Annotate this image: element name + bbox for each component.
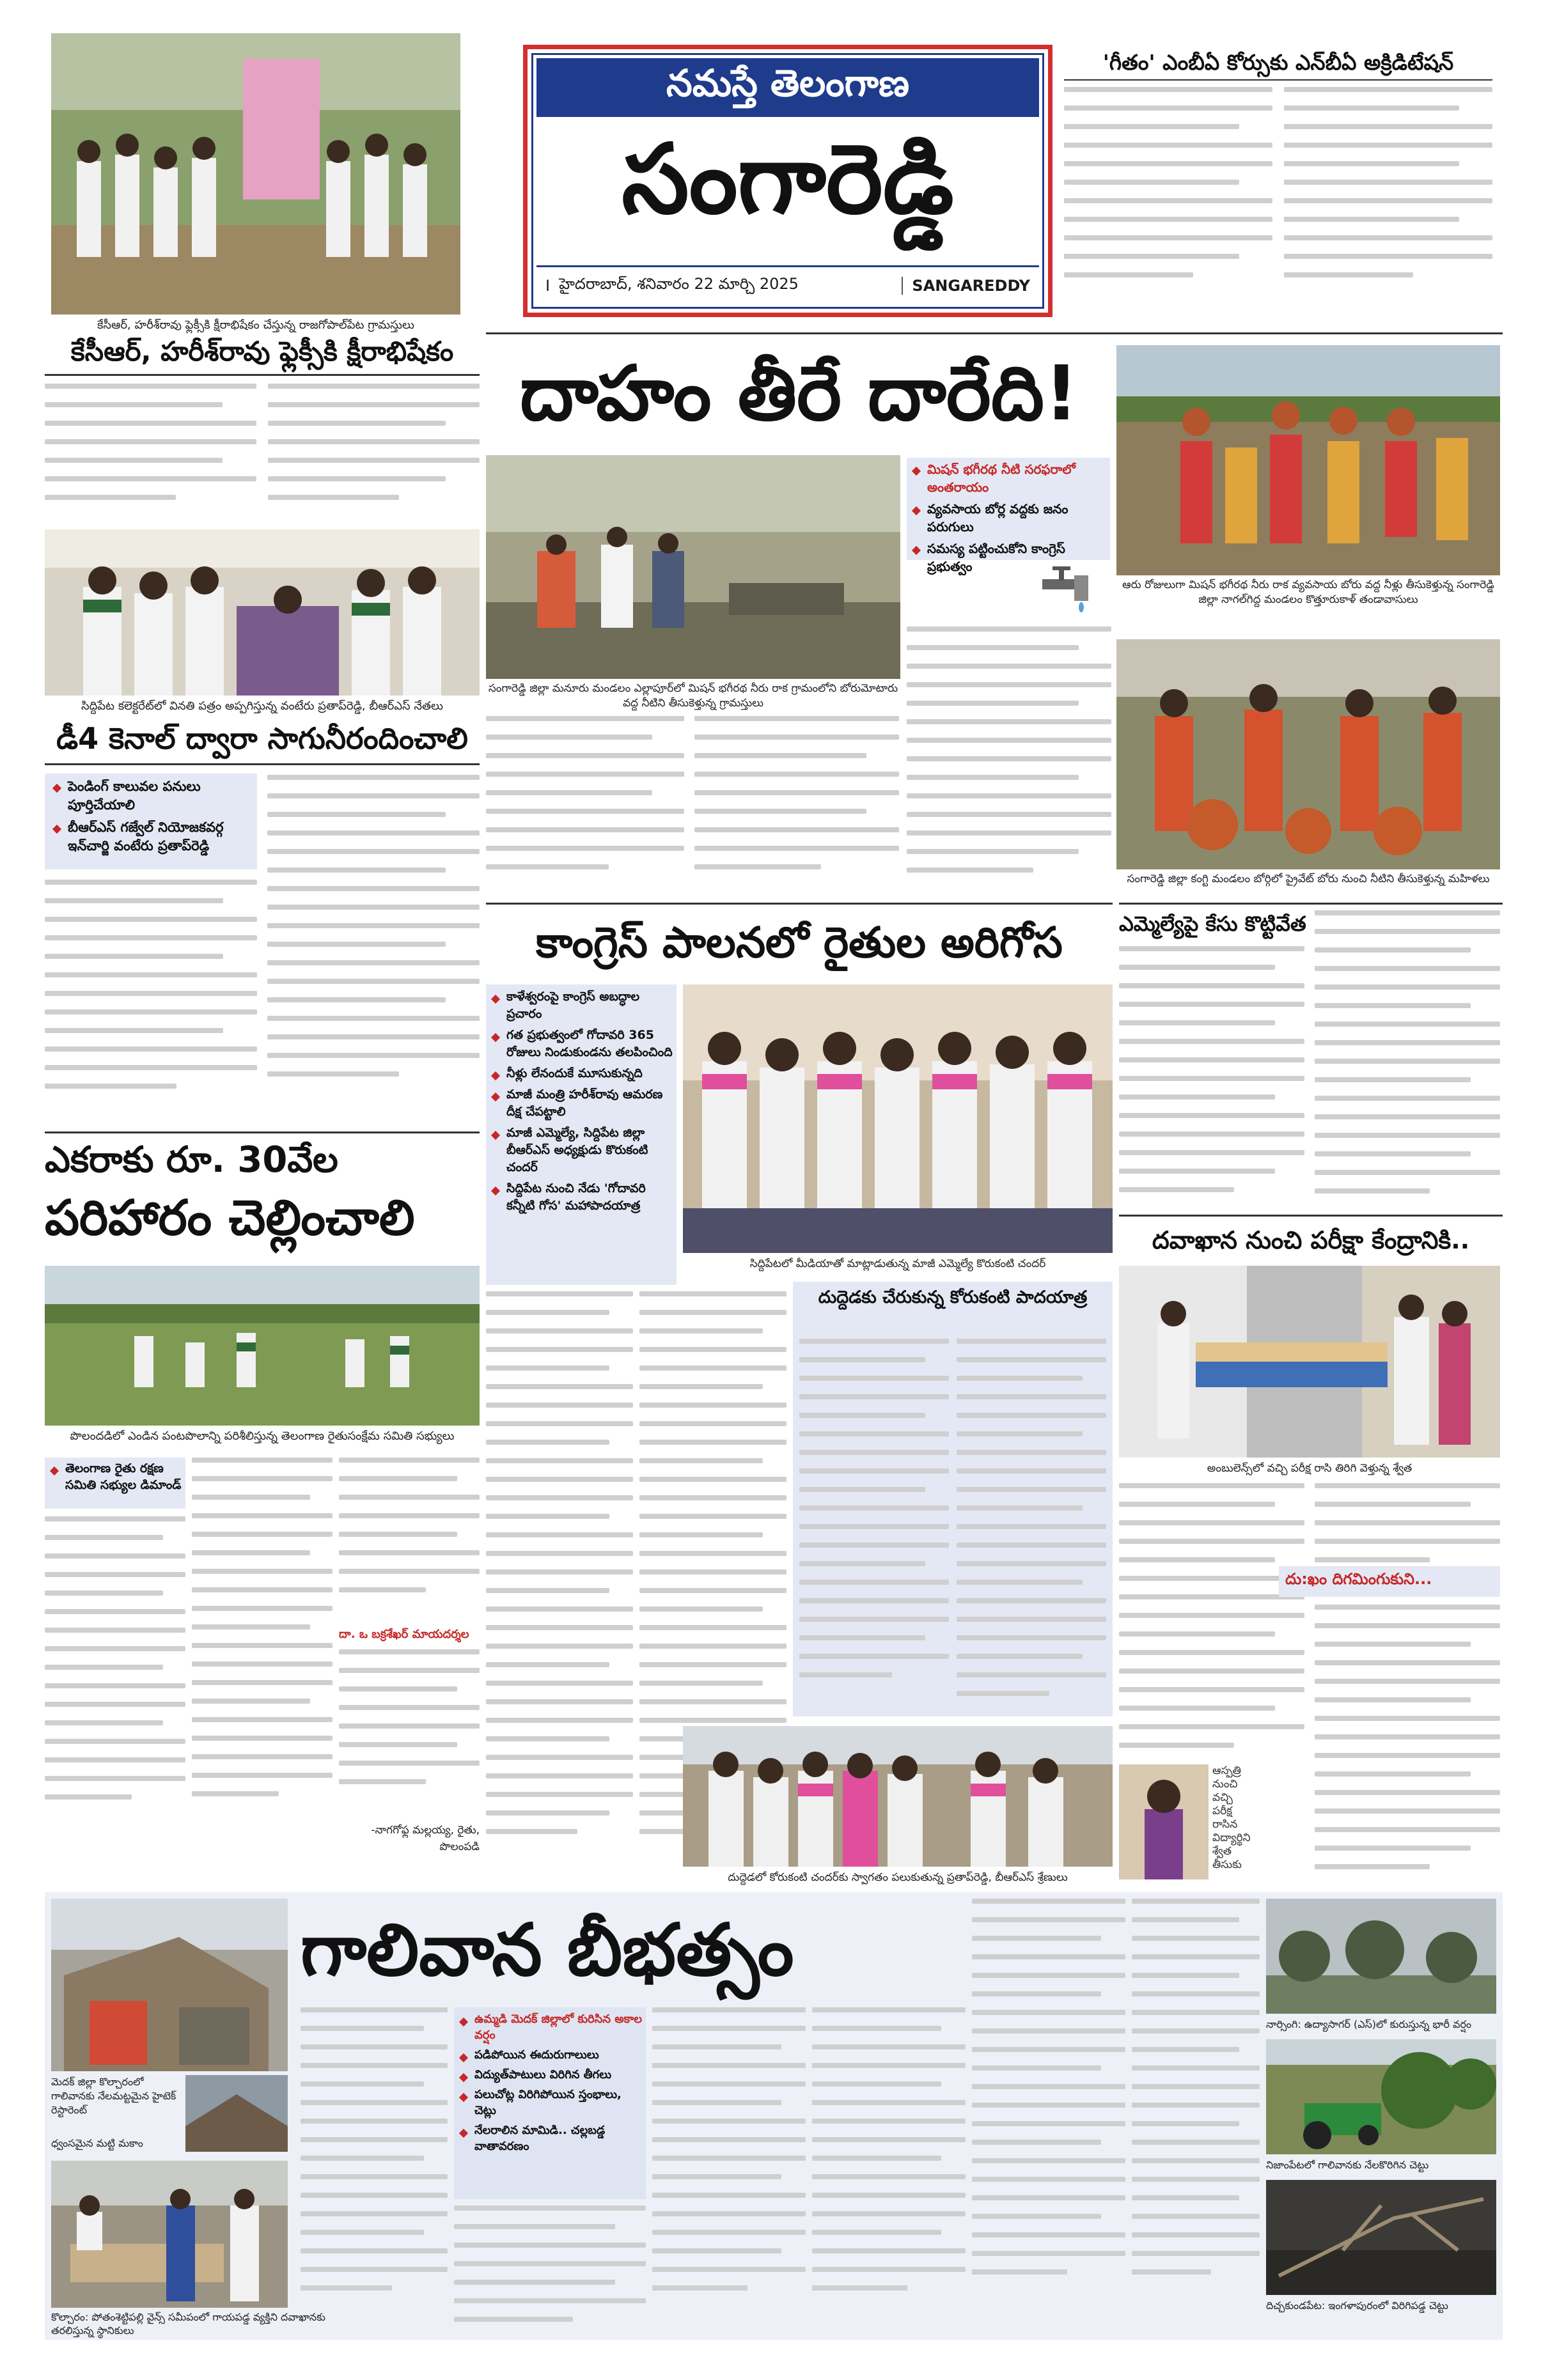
ambulance-subhead: దు:ఖం దిగమింగుకుని... xyxy=(1285,1570,1432,1588)
kcr-flexi-photo xyxy=(51,33,460,315)
storm-body-text-a xyxy=(301,2007,448,2327)
ambulance-photo-caption: అంబులెన్స్‌లో వచ్చి పరీక్ష రాసి తిరిగి వెళ్తున్న శ్వేత xyxy=(1207,1462,1412,1475)
mla-top-rule xyxy=(1119,903,1503,905)
acre-body-text-c1 xyxy=(339,1458,480,1624)
geetham-body-text xyxy=(1064,87,1492,311)
congress-presser-photo xyxy=(683,984,1113,1253)
thirst-photo-left xyxy=(486,455,900,679)
storm-body-text-f xyxy=(1132,1899,1260,2327)
side-word-5: రాసిన xyxy=(1212,1818,1238,1831)
canal-bullet-2: బీఆర్‌ఎస్‌ గజ్వేల్‌ నియోజకవర్గ ఇన్‌చార్జి వంటేరు ప్రతాప్‌రెడ్డి xyxy=(51,818,254,855)
thirst-photo-right-top xyxy=(1116,345,1500,575)
canal-petition-photo xyxy=(45,529,480,696)
congress-body-text-a xyxy=(486,1291,633,1886)
acre-bullets xyxy=(49,1460,184,1497)
thirst-body-text-a xyxy=(486,716,684,895)
water-tap-icon xyxy=(1036,563,1106,620)
ambulance-body-text-a xyxy=(1119,1483,1304,1758)
canal-rule xyxy=(45,763,480,765)
storm-photo-left-mid xyxy=(185,2075,288,2152)
acre-body-text-b xyxy=(192,1458,333,1835)
ambulance-side-words xyxy=(1212,1764,1308,1872)
acre-headline-line1: ఎకరాకు రూ. 30వేల xyxy=(45,1139,338,1181)
thirst-top-rule xyxy=(486,332,1503,334)
ambulance-body-text-b xyxy=(1315,1483,1500,1566)
storm-caption-right-3: దిచ్చకుండపేట: ఇంగళాపురంలో విరిగిపడ్డ చెట్టు xyxy=(1266,2299,1448,2312)
kcr-photo-caption: కేసీఆర్‌, హరీశ్‌రావు ఫ్లెక్సీకి క్షీరాభిషేకం చేస్తున్న రాజగోపాల్‌పేట గ్రామస్తులు xyxy=(97,318,415,332)
storm-photo-right-1 xyxy=(1266,1899,1496,2014)
storm-bullet-2: పడిపోయిన ఈదురుగాలులు xyxy=(458,2047,645,2063)
thirst-bullet-2: వ్యవసాయ బోర్ల వద్దకు జనం పరుగులు xyxy=(911,500,1109,536)
acre-bullet-1: తెలంగాణ రైతు రక్షణ సమితి సభ్యుల డిమాండ్‌ xyxy=(49,1460,184,1493)
dateline: హైదరాబాద్‌, శనివారం 22 మార్చి 2025 xyxy=(559,274,799,293)
congress-photo-caption: సిద్దిపేటలో మీడియాతో మాట్లాడుతున్న మాజీ ఎమ్మెల్యే కొరుకంటి చందర్‌ xyxy=(749,1257,1046,1270)
storm-photo-left-top xyxy=(51,1899,288,2071)
masthead-brand-band xyxy=(536,58,1039,117)
congress-bullet-1: కాళేశ్వరంపై కాంగ్రెస్‌ అబద్ధాల ప్రచారం xyxy=(490,988,675,1023)
side-word-6: విద్యార్థిని xyxy=(1212,1832,1251,1844)
storm-caption-left-2: ధ్వంసమైన మట్టి మకాం xyxy=(51,2137,143,2149)
storm-photo-right-2 xyxy=(1266,2039,1496,2154)
storm-bullet-5: నేలరాలిన మామిడి.. చల్లబడ్డ వాతావరణం xyxy=(458,2122,645,2154)
congress-top-rule xyxy=(486,903,1113,905)
congress-bullet-3: నీళ్లు లేనందుకే మూసుకున్నది xyxy=(490,1065,675,1082)
mla-headline: ఎమ్మెల్యేపై కేసు కొట్టివేత xyxy=(1119,912,1306,936)
canal-photo-caption: సిద్దిపేట కలెక్టరేట్‌లో వినతి పత్రం అప్పగిస్తున్న వంటేరు ప్రతాప్‌రెడ్డి, బీఆర్‌ఎస్‌ నేతలు xyxy=(81,699,444,713)
storm-body-text-e xyxy=(972,1899,1125,2327)
edition-english: SANGAREDDY xyxy=(902,277,1039,295)
acre-photo-caption: పొలందడిలో ఎండిన పంటపొలాన్ని పరిశీలిస్తున్న తెలంగాణ రైతుసంక్షేమ సమితి సభ్యులు xyxy=(70,1429,455,1443)
congress-bullet-2: గత ప్రభుత్వంలో గోదావరి 365 రోజులు నిండుకుండను తలపించింది xyxy=(490,1027,675,1061)
storm-caption-left-1: మెదక్‌ జిల్లా కొల్చారంలో గాలివానకు నేలమట్టమైన హైటెక్‌ రెస్టారెంట్‌ xyxy=(51,2076,176,2116)
side-word-2: నుంచి xyxy=(1212,1778,1238,1791)
thirst-caption-right-bottom: సంగారెడ్డి జిల్లా కంగ్టి మండలం బోర్గిలో ప్రైవేట్‌ బోరు నుంచి నీటిని తీసుకెళ్తున్న మహిళలు xyxy=(1127,873,1490,885)
thirst-body-text-b xyxy=(694,716,899,895)
storm-caption-right-2: నిజాంపేటలో గాలివానకు నేలకొరిగిన చెట్టు xyxy=(1266,2159,1429,2171)
storm-bullets xyxy=(458,2011,645,2158)
geetham-headline: 'గీతం' ఎంబీఏ కోర్సుకు ఎన్‌బీఏ అక్రిడిటేషన్‌ xyxy=(1102,50,1454,75)
acre-body-text-c2 xyxy=(339,1649,480,1816)
storm-bullet-3: విద్యుత్‌పాటులు విరిగిన తీగలు xyxy=(458,2067,645,2083)
ambulance-inset-photo xyxy=(1119,1764,1209,1879)
thirst-photo-right-bottom xyxy=(1116,639,1500,869)
ambulance-body-text-c xyxy=(1315,1605,1500,1886)
storm-body-text-c xyxy=(652,2007,806,2327)
ambulance-headline: దవాఖాన నుంచి పరీక్షా కేంద్రానికి.. xyxy=(1152,1226,1470,1254)
storm-bullet-1: ఉమ్మడి మెదక్‌ జిల్లాలో కురిసిన అకాల వర్షం xyxy=(458,2011,645,2043)
mla-body-text-a xyxy=(1119,946,1304,1208)
masthead-edition: సంగారెడ్డి xyxy=(622,124,954,235)
side-word-7: శ్వేత xyxy=(1212,1845,1232,1858)
ambulance-photo xyxy=(1119,1266,1500,1458)
ambulance-top-rule xyxy=(1119,1215,1503,1217)
congress-bullet-5: మాజీ ఎమ్మెల్యే, సిద్దిపేట జిల్లా బీఆర్‌ఎస్‌ అధ్యక్షుడు కొరుకంటి చందర్‌ xyxy=(490,1124,675,1176)
masthead xyxy=(523,45,1052,317)
storm-photo-left-bottom xyxy=(51,2161,288,2308)
side-word-1: ఆస్పత్రి xyxy=(1212,1764,1241,1777)
thirst-headline: దాహం తీరే దారేది! xyxy=(520,349,1079,437)
side-word-3: వచ్చి xyxy=(1212,1791,1233,1804)
storm-photo-right-3 xyxy=(1266,2180,1496,2295)
acre-top-rule xyxy=(45,1132,480,1133)
congress-headline: కాంగ్రెస్‌ పాలనలో రైతుల అరిగోస xyxy=(536,918,1063,967)
storm-bullet-4: పలుచోట్ల విరిగిపోయిన స్తంభాలు, చెట్లు xyxy=(458,2087,645,2119)
congress-sidebox-title: దుద్దెడకు చేరుకున్న కోరుకంటి పాదయాత్ర xyxy=(818,1287,1088,1307)
thirst-caption-right-top: ఆరు రోజులుగా మిషన్‌ భగీరథ నీరు రాక వ్యవసాయ బోరు వద్ద నీళ్లు తీసుకెళ్తున్న సంగారెడ్డి జిల్లా నాగల్‌గిద్ద మండలం కొత్తూరుకాళ్‌ తండావాసులు xyxy=(1122,579,1494,606)
canal-body-text-b xyxy=(267,775,480,1123)
congress-padayatra-caption: దుద్దెడలో కోరుకంటి చందర్‌కు స్వాగతం పలుకుతున్న ప్రతాప్‌రెడ్డి, బీఆర్‌ఎస్‌ శ్రేణులు xyxy=(728,1871,1068,1884)
kcr-rule xyxy=(45,374,480,376)
side-word-4: పరీక్ష xyxy=(1212,1805,1233,1817)
congress-bullet-6: సిద్దిపేట నుంచి నేడు 'గోదావరి కన్నీటి గోస' మహాపాదయాత్ర xyxy=(490,1180,675,1215)
mla-body-text-b xyxy=(1315,910,1500,1208)
acre-headline-line2: పరిహారం చెల్లించాలి xyxy=(45,1189,415,1246)
canal-bullets xyxy=(51,777,254,859)
storm-caption-right-1: నార్సింగి: ఉద్యాసాగర్‌ (ఎస్‌)లో కురుస్తున్న భారీ వర్షం xyxy=(1266,2018,1472,2030)
congress-bullet-4: మాజీ మంత్రి హరీశ్‌రావు ఆమరణ దీక్ష చేపట్టాలి xyxy=(490,1086,675,1121)
acre-subhead: దా. ఒ బక్రశేఖర్‌ మాయదర్శల xyxy=(339,1628,469,1641)
thirst-body-text-right xyxy=(907,626,1111,895)
kcr-body-text xyxy=(45,384,480,518)
acre-field-photo xyxy=(45,1266,480,1426)
congress-sidebox-text-b xyxy=(957,1339,1106,1709)
masthead-dateline-bar xyxy=(536,265,1039,304)
thirst-bullet-3: సమస్య పట్టించుకోని కాంగ్రెస్‌ ప్రభుత్వం xyxy=(911,540,1109,575)
storm-headline: గాలివాన బీభత్సం xyxy=(301,1909,794,1992)
side-word-8: తీసుకు xyxy=(1212,1858,1242,1871)
kcr-headline: కేసీఆర్‌, హరీశ్‌రావు ఫ్లెక్సీకి క్షీరాభిషేకం xyxy=(70,336,454,367)
masthead-brand: నమస్తే తెలంగాణ xyxy=(666,61,909,105)
canal-bullet-1: పెండింగ్‌ కాలువల పనులు పూర్తిచేయాలి xyxy=(51,777,254,814)
page-number: I xyxy=(545,276,551,295)
canal-body-text-a xyxy=(45,880,257,1123)
thirst-bullet-1: మిషన్‌ భగీరథ నీటి సరఫరాలో అంతరాయం xyxy=(911,460,1109,496)
canal-headline: డీ4 కెనాల్‌ ద్వారా సాగునీరందించాలి xyxy=(56,721,468,756)
thirst-bullets xyxy=(911,460,1109,579)
storm-body-text-d xyxy=(812,2007,966,2327)
acre-body-text-a xyxy=(45,1516,185,1836)
geetham-rule xyxy=(1064,79,1492,81)
congress-padayatra-photo xyxy=(683,1726,1113,1867)
congress-sidebox-text-a xyxy=(799,1339,949,1709)
storm-caption-bottom-left: కొల్చారం: పోతంశెట్టిపల్లి వైన్స్‌ సమీపంలో గాయపడ్డ వ్యక్తిని దవాఖానకు తరలిస్తున్న స్థానికులు xyxy=(51,2311,325,2337)
thirst-caption-left: సంగారెడ్డి జిల్లా మనూరు మండలం ఎల్లాపూర్‌లో మిషన్‌ భగీరథ నీరు రాక గ్రామంలోని బోరుమోటారు వద్ద నీటిని తీసుకెళ్తున్న గ్రామస్తులు xyxy=(488,682,898,710)
acre-byline: -నాగగోఫ్ల మల్లయ్య, రైతు, పొలంపడి xyxy=(371,1824,480,1853)
storm-body-text-b xyxy=(454,2205,646,2327)
congress-bullets xyxy=(490,988,675,1218)
